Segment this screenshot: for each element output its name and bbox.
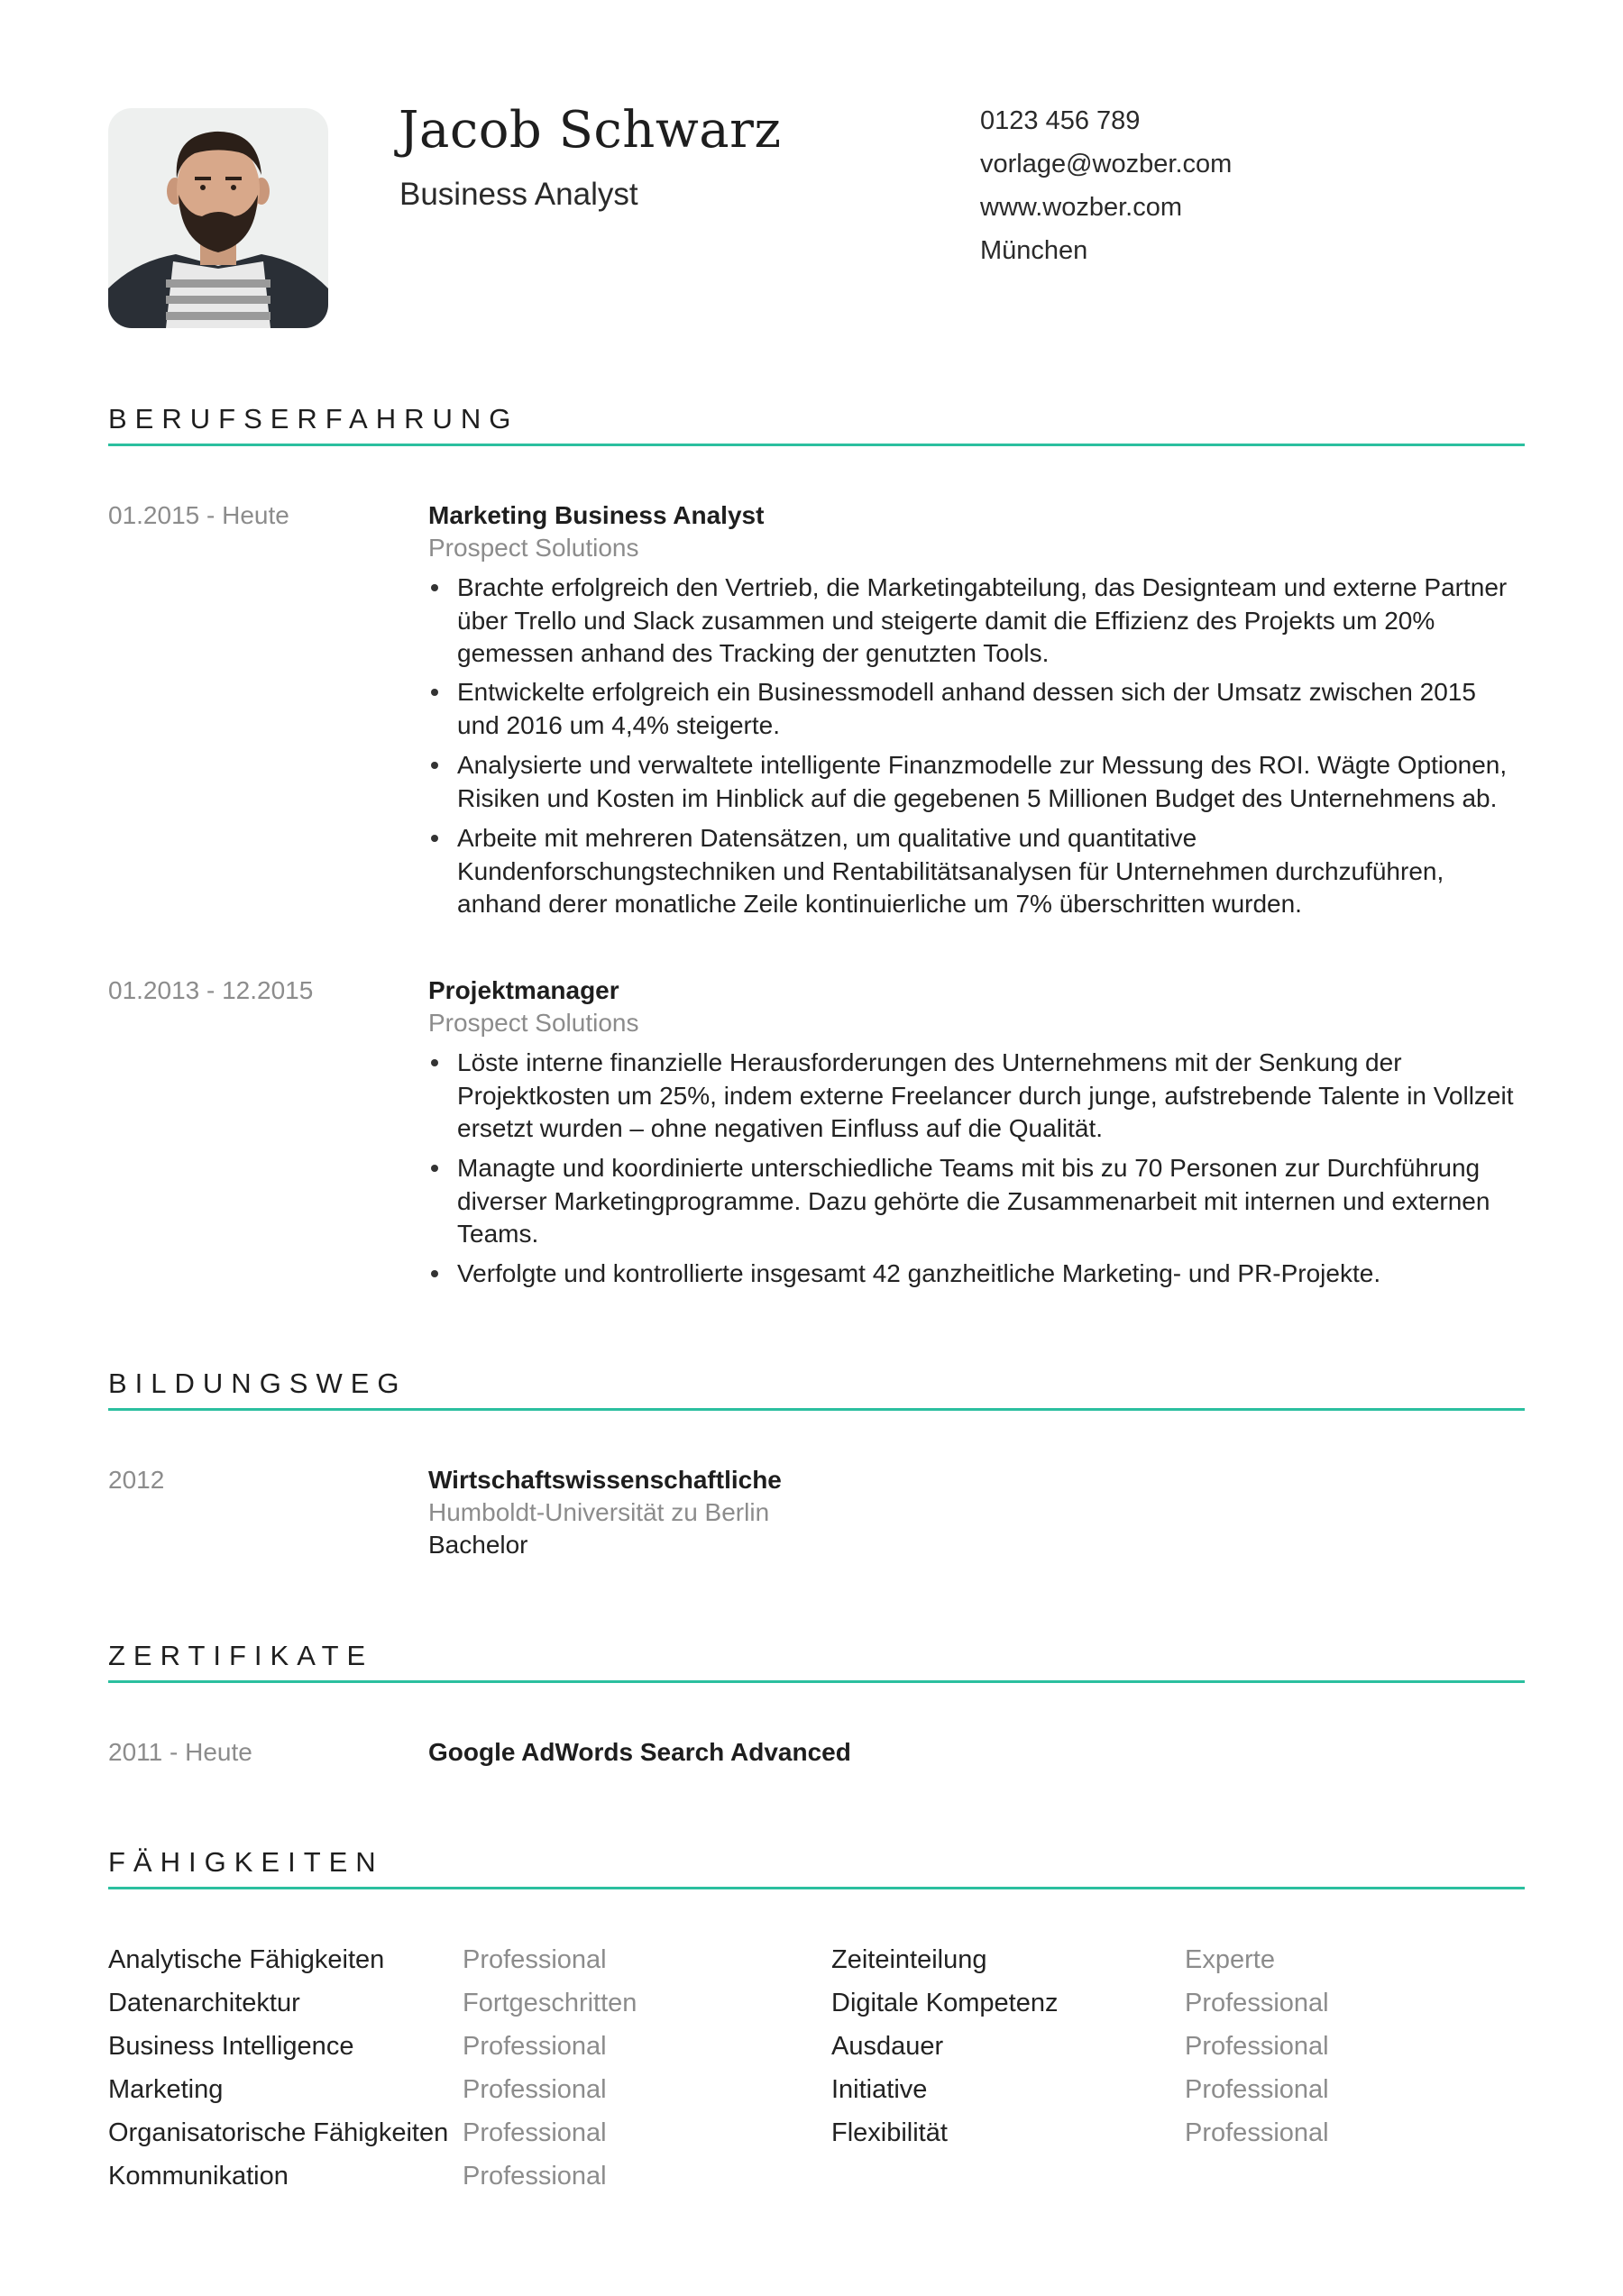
skill-name: Marketing [108, 2075, 224, 2104]
contact-city: München [980, 236, 1088, 265]
profile-photo [108, 108, 328, 328]
entry-date: 2011 - Heute [108, 1738, 252, 1766]
entry-title: Marketing Business Analyst [428, 501, 765, 529]
skill-level: Professional [463, 2032, 607, 2061]
skill-name: Datenarchitektur [108, 1989, 300, 2017]
skill-name: Analytische Fähigkeiten [108, 1945, 385, 1974]
bullet-dot [431, 689, 438, 696]
skill-name: Organisatorische Fähigkeiten [108, 2118, 449, 2147]
skill-name: Digitale Kompetenz [831, 1989, 1059, 2017]
section-divider [108, 1680, 1525, 1683]
skill-level: Professional [1185, 2032, 1329, 2061]
bullet-text: Entwickelte erfolgreich ein Businessmodell anhand dessen sich der Umsatz zwischen 2015 und 2016 um 4,4% steigerte. [457, 678, 1476, 739]
entry-company: Prospect Solutions [428, 1009, 639, 1037]
section-divider [108, 444, 1525, 446]
contact-phone[interactable]: 0123 456 789 [980, 106, 1141, 135]
skill-name: Zeiteinteilung [831, 1945, 987, 1974]
skill-level: Professional [1185, 1989, 1329, 2017]
section-divider [108, 1887, 1525, 1889]
skill-level: Professional [463, 2118, 607, 2147]
contact-email[interactable]: vorlage@wozber.com [980, 150, 1233, 178]
bullet-dot [431, 1270, 438, 1277]
entry-date: 2012 [108, 1466, 165, 1494]
skill-level: Experte [1185, 1945, 1275, 1974]
entry-company: Prospect Solutions [428, 534, 639, 562]
skill-name: Kommunikation [108, 2162, 289, 2191]
skill-name: Initiative [831, 2075, 928, 2104]
skill-level: Professional [463, 2162, 607, 2191]
contact-website[interactable]: www.wozber.com [980, 193, 1183, 222]
bullet-text: Verfolgte und kontrollierte insgesamt 42 ganzheitliche Marketing- und PR-Projekte. [457, 1259, 1381, 1287]
section-title-education: BILDUNGSWEG [108, 1368, 408, 1399]
entry-title: Google AdWords Search Advanced [428, 1738, 851, 1766]
bullet-text: Arbeite mit mehreren Datensätzen, um qualitative und quantitative Kundenforschungstechniken und Rentabilitätsanalysen für Unternehmen durchzuführen, anhand derer monatliche Zeile kontinuierliche um 7% überschritten wurden. [457, 824, 1444, 918]
entry-title: Projektmanager [428, 976, 619, 1004]
bullet-dot [431, 835, 438, 842]
bullet-dot [431, 1165, 438, 1172]
entry-date: 01.2015 - Heute [108, 501, 289, 529]
bullet-text: Löste interne finanzielle Herausforderungen des Unternehmens mit der Senkung der Projektkosten um 25%, indem externe Freelancer durch junge, aufstrebende Talente in Vollzeit ersetzt wurden – ohne negativen Einfluss auf die Qualität. [457, 1048, 1514, 1142]
bullet-text: Managte und koordinierte unterschiedliche Teams mit bis zu 70 Personen zur Durchführung diverser Marketingprogramme. Dazu gehörte die Zusammenarbeit mit internen und externen Teams. [457, 1154, 1490, 1248]
section-divider [108, 1408, 1525, 1411]
section-title-skills: FÄHIGKEITEN [108, 1846, 384, 1878]
bullet-text: Brachte erfolgreich den Vertrieb, die Marketingabteilung, das Designteam und externe Partner über Trello und Slack zusammen und steigerte damit die Effizienz des Projekts um 20% gemessen anhand des Tracking der genutzten Tools. [457, 573, 1508, 667]
skill-level: Professional [1185, 2118, 1329, 2147]
candidate-name: Jacob Schwarz [399, 101, 782, 160]
skill-level: Professional [463, 2075, 607, 2104]
portrait-image [108, 108, 328, 328]
bullet-dot [431, 1059, 438, 1066]
bullet-text: Analysierte und verwaltete intelligente Finanzmodelle zur Messung des ROI. Wägte Optionen, Risiken und Kosten im Hinblick auf die gegebenen 5 Millionen Budget des Unternehmens ab. [457, 751, 1508, 812]
skill-level: Fortgeschritten [463, 1989, 637, 2017]
skill-level: Professional [463, 1945, 607, 1974]
bullet-dot [431, 762, 438, 769]
entry-degree: Bachelor [428, 1531, 528, 1559]
section-title-certificates: ZERTIFIKATE [108, 1640, 374, 1671]
entry-school: Humboldt-Universität zu Berlin [428, 1498, 770, 1526]
skill-name: Flexibilität [831, 2118, 948, 2147]
skill-level: Professional [1185, 2075, 1329, 2104]
skill-name: Business Intelligence [108, 2032, 354, 2061]
candidate-role: Business Analyst [399, 177, 638, 212]
skill-name: Ausdauer [831, 2032, 944, 2061]
entry-title: Wirtschaftswissenschaftliche [428, 1466, 782, 1494]
section-title-experience: BERUFSERFAHRUNG [108, 403, 519, 435]
entry-date: 01.2013 - 12.2015 [108, 976, 314, 1004]
bullet-dot [431, 584, 438, 591]
